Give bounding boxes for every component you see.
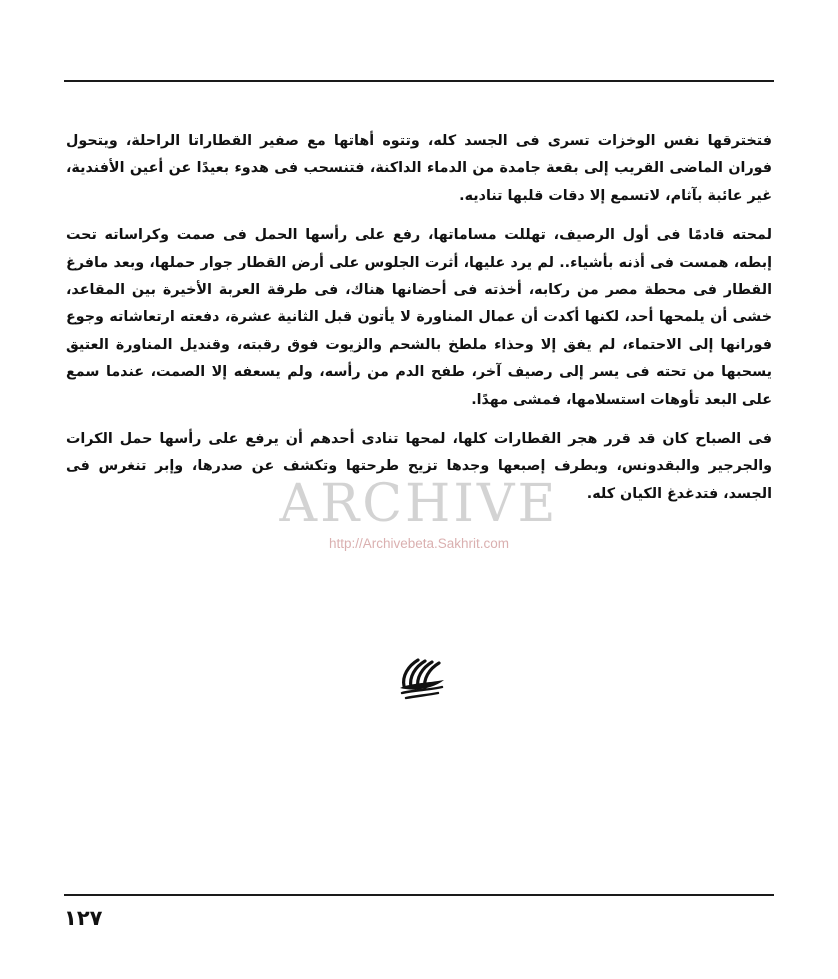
paragraph-3: فى الصباح كان قد قرر هجر القطارات كلها، لمحها تنادى أحدهم أن يرفع على رأسها حمل الكرات والجرجير والبقدونس، وبطرف إصبعها وجدها تزيح طرحتها وتكشف عن صدرها، وإبر تنغرس فى الجسد، فتدغدغ الكيان كله. [66, 431, 772, 502]
paragraph-1: فتخترقها نفس الوخزات تسرى فى الجسد كله، وتتوه أهاتها مع صفير القطاراتا الراحلة، ويتحول فوران الماضى القريب إلى بقعة جامدة من الدماء الداكنة، فتنسحب فى هدوء بعيدًا عن أعين الأفندية، غير عائبة بآثام، لاتسمع إلا دقات قلبها تناديه. [66, 133, 772, 204]
paragraph-2: لمحته قادمًا فى أول الرصيف، تهللت مساماتها، رفع على رأسها الحمل فى صمت وكراساته تحت إبطه، همست فى أذنه بأشياء.. لم يرد عليها، أثرت الجلوس على أرض القطار جوار حملها، وبعد مافرغ القطار فى محطة مصر من ركابه، أخذته فى أحضانها هناك، فى طرقة العربة الأخيرة بين المقاعد، خشى أن يلمحها أحد، لكنها أكدت أن عمال المناورة لا يأتون قبل الثانية عشرة، دفعته ارتعاشاته وجوع فورانها إلى الاحتماء، لم يفق إلا وحذاء ملطخ بالشحم والزيوت فوق رقبته، وقنديل المناورة العتيق يسحبها من تحته فى يسر إلى رصيف آخر، طفح الدم من رأسه، ولم يسعفه إلا الصمت، عندما سمع على البعد تأوهات استسلامها، فمشى مهدًا. [66, 227, 772, 408]
bottom-divider [64, 894, 774, 896]
leaf-ornament-icon [394, 652, 448, 706]
page-number: ١٢٧ [64, 906, 103, 930]
top-divider [64, 80, 774, 82]
watermark-url: http://Archivebeta.Sakhrit.com [328, 536, 510, 551]
watermark-title: ARCHIVE [279, 474, 559, 534]
body-text [66, 128, 772, 520]
